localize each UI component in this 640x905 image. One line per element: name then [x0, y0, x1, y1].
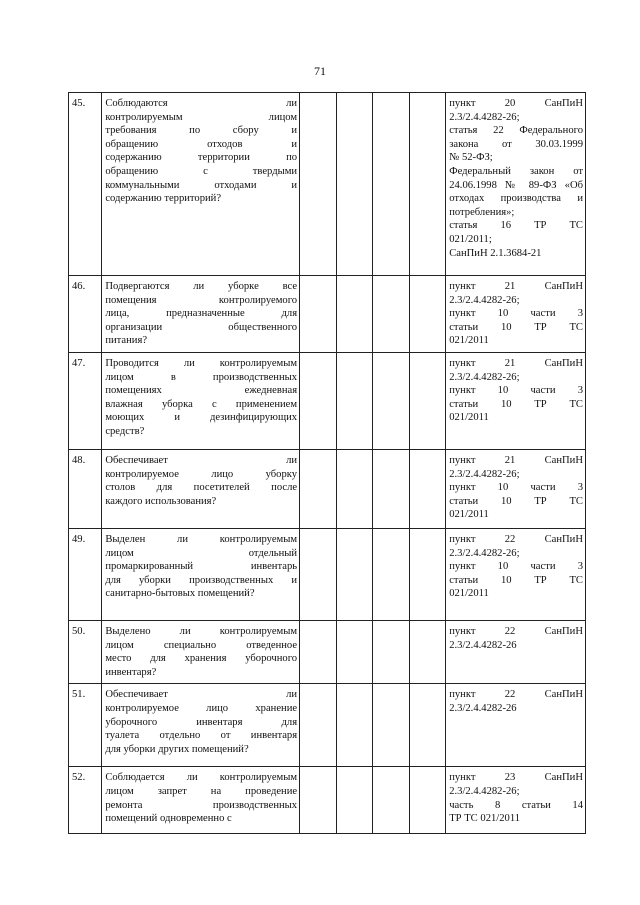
question-cell	[102, 93, 300, 276]
answer-cell	[336, 620, 373, 683]
reference-line: 2.3/2.4.4282-26;	[449, 547, 520, 559]
reference-cell	[446, 93, 586, 276]
answer-cell	[300, 276, 337, 353]
question-line: помещениях ежедневная	[105, 385, 298, 397]
reference-cell	[446, 352, 586, 449]
table-row	[69, 449, 586, 528]
reference-line: пункт 22 СанПиН	[449, 625, 583, 637]
reference-line: 2.3/2.4.4282-26	[449, 639, 517, 651]
table-row	[69, 684, 586, 767]
reference-line: № 52-ФЗ;	[449, 152, 493, 164]
reference-line: 021/2011	[449, 412, 489, 424]
question-cell	[102, 684, 300, 767]
table-row	[69, 528, 586, 620]
answer-cell	[409, 528, 446, 620]
answer-cell	[336, 449, 373, 528]
answer-cell	[373, 767, 410, 834]
question-line: Соблюдается ли контролируемым	[105, 772, 298, 784]
question-line: коммунальными отходами и	[105, 179, 298, 191]
question-cell	[102, 767, 300, 834]
row-number: 52.	[69, 767, 102, 834]
reference-line: пункт 10 части 3	[449, 561, 583, 573]
reference-line: 021/2011	[449, 588, 489, 600]
question-line: Соблюдаются ли	[105, 98, 298, 109]
reference-line: 021/2011	[449, 335, 489, 347]
question-cell	[102, 352, 300, 449]
question-line: контролируемое лицо хранение	[105, 702, 298, 714]
row-number: 46.	[69, 276, 102, 353]
reference-line: потребления»;	[449, 206, 515, 218]
reference-line: пункт 21 СанПиН	[449, 281, 583, 292]
reference-cell	[446, 684, 586, 767]
row-number: 47.	[69, 352, 102, 449]
question-line: ремонта производственных	[105, 799, 298, 811]
answer-cell	[336, 528, 373, 620]
answer-cell	[373, 620, 410, 683]
row-number: 45.	[69, 93, 102, 276]
row-number: 50.	[69, 620, 102, 683]
reference-line: пункт 10 части 3	[449, 308, 583, 320]
table-row	[69, 352, 586, 449]
answer-cell	[409, 276, 446, 353]
question-line: для уборки других помещений?	[105, 743, 249, 755]
reference-line: пункт 10 части 3	[449, 482, 583, 494]
question-line: столов для посетителей после	[105, 482, 298, 494]
question-line: Выделен ли контролируемым	[105, 533, 298, 545]
answer-cell	[409, 767, 446, 834]
answer-cell	[409, 449, 446, 528]
reference-line: 2.3/2.4.4282-26;	[449, 371, 520, 383]
answer-cell	[336, 93, 373, 276]
checklist-table	[68, 92, 586, 834]
question-line: Обеспечивает ли	[105, 689, 298, 701]
answer-cell	[373, 449, 410, 528]
table-row	[69, 620, 586, 683]
reference-line: пункт 21 СанПиН	[449, 357, 583, 369]
question-line: инвентаря?	[105, 666, 157, 678]
reference-line: статья 22 Федерального	[449, 125, 583, 137]
reference-line: часть 8 статьи 14	[449, 799, 583, 811]
answer-cell	[336, 352, 373, 449]
question-line: Выделено ли контролируемым	[105, 625, 298, 637]
answer-cell	[300, 528, 337, 620]
row-number: 48.	[69, 449, 102, 528]
question-line: контролируемое лицо уборку	[105, 468, 298, 480]
answer-cell	[409, 620, 446, 683]
answer-cell	[373, 684, 410, 767]
reference-cell	[446, 620, 586, 683]
question-line: уборочного инвентаря для	[105, 716, 298, 728]
question-line: для уборки производственных и	[105, 574, 298, 586]
answer-cell	[300, 449, 337, 528]
answer-cell	[409, 684, 446, 767]
reference-cell	[446, 276, 586, 353]
reference-line: Федеральный закон от	[449, 165, 583, 177]
answer-cell	[336, 276, 373, 353]
reference-line: пункт 10 части 3	[449, 385, 583, 397]
question-line: обращению отходов и	[105, 138, 298, 150]
row-number: 49.	[69, 528, 102, 620]
answer-cell	[300, 620, 337, 683]
answer-cell	[373, 276, 410, 353]
reference-line: 2.3/2.4.4282-26;	[449, 785, 520, 797]
answer-cell	[336, 684, 373, 767]
reference-line: статьи 10 ТР ТС	[449, 321, 583, 333]
question-line: требования по сбору и	[105, 125, 298, 137]
reference-line: пункт 22 СанПиН	[449, 533, 583, 545]
question-line: лицом запрет на проведение	[105, 785, 298, 797]
reference-cell	[446, 767, 586, 834]
question-line: помещений одновременно с	[105, 813, 232, 825]
question-cell	[102, 620, 300, 683]
question-line: влажная уборка с применением	[105, 398, 298, 410]
reference-line: пункт 23 СанПиН	[449, 772, 583, 784]
reference-line: ТР ТС 021/2011	[449, 813, 521, 825]
question-line: обращению с твердыми	[105, 165, 298, 177]
question-line: лицом отдельный	[105, 547, 298, 559]
question-line: Подвергаются ли уборке все	[105, 281, 298, 292]
question-line: содержанию территории по	[105, 152, 298, 164]
question-line: моющих и дезинфицирующих	[105, 412, 298, 424]
reference-cell	[446, 528, 586, 620]
reference-line: пункт 20 СанПиН	[449, 98, 583, 109]
reference-line: 2.3/2.4.4282-26;	[449, 111, 520, 123]
question-cell	[102, 449, 300, 528]
page-number: 71	[314, 64, 326, 78]
answer-cell	[336, 767, 373, 834]
question-line: промаркированный инвентарь	[105, 561, 298, 573]
question-line: питания?	[105, 335, 148, 347]
answer-cell	[409, 93, 446, 276]
answer-cell	[409, 352, 446, 449]
reference-line: статьи 10 ТР ТС	[449, 495, 583, 507]
question-line: место для хранения уборочного	[105, 653, 298, 665]
reference-line: статья 16 ТР ТС	[449, 220, 583, 232]
table-row	[69, 767, 586, 834]
question-line: туалета отдельно от инвентаря	[105, 730, 298, 742]
question-cell	[102, 528, 300, 620]
answer-cell	[373, 352, 410, 449]
reference-line: 021/2011	[449, 509, 489, 521]
answer-cell	[300, 684, 337, 767]
question-line: лицом в производственных	[105, 371, 298, 383]
answer-cell	[373, 93, 410, 276]
question-line: каждого использования?	[105, 495, 217, 507]
reference-line: СанПиН 2.1.3684-21	[449, 247, 542, 259]
reference-line: пункт 22 СанПиН	[449, 689, 583, 701]
reference-line: статьи 10 ТР ТС	[449, 398, 583, 410]
reference-line: пункт 21 СанПиН	[449, 454, 583, 466]
reference-line: отходах производства и	[449, 193, 583, 205]
reference-line: статьи 10 ТР ТС	[449, 574, 583, 586]
question-line: средств?	[105, 425, 145, 437]
reference-line: 2.3/2.4.4282-26;	[449, 468, 520, 480]
question-line: санитарно-бытовых помещений?	[105, 588, 255, 600]
question-line: лица, предназначенные для	[105, 308, 298, 320]
question-cell	[102, 276, 300, 353]
question-line: лицом специально отведенное	[105, 639, 298, 651]
reference-line: закона от 30.03.1999	[449, 138, 583, 150]
reference-line: 24.06.1998 № 89-ФЗ «Об	[449, 179, 583, 191]
question-line: контролируемым лицом	[105, 111, 298, 123]
reference-line: 2.3/2.4.4282-26	[449, 702, 517, 714]
question-line: организации общественного	[105, 321, 298, 333]
question-line: Проводится ли контролируемым	[105, 357, 298, 369]
reference-line: 2.3/2.4.4282-26;	[449, 294, 520, 306]
question-line: содержанию территорий?	[105, 193, 222, 205]
answer-cell	[373, 528, 410, 620]
answer-cell	[300, 767, 337, 834]
reference-cell	[446, 449, 586, 528]
reference-line: 021/2011;	[449, 233, 492, 245]
table-row	[69, 276, 586, 353]
question-line: Обеспечивает ли	[105, 454, 298, 466]
row-number: 51.	[69, 684, 102, 767]
answer-cell	[300, 352, 337, 449]
question-line: помещения контролируемого	[105, 294, 298, 306]
answer-cell	[300, 93, 337, 276]
table-row	[69, 93, 586, 276]
